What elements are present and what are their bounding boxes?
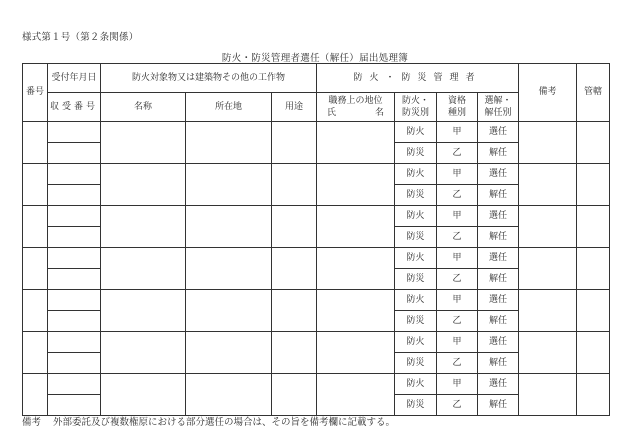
cell-class-b-mark: 乙 [437, 353, 478, 374]
record-row-top [23, 374, 610, 395]
cell-class-b-mark: 乙 [437, 395, 478, 416]
header-number: 番号 [23, 64, 48, 122]
record-row-top [23, 122, 610, 143]
cell-number[interactable] [23, 290, 48, 332]
cell-class-b-mark: 乙 [437, 311, 478, 332]
cell-fire-mark: 防火 [395, 332, 437, 353]
cell-use[interactable] [272, 332, 317, 374]
footnote-label: 備考 [22, 417, 42, 428]
cell-number[interactable] [23, 248, 48, 290]
cell-fire-mark: 防火 [395, 290, 437, 311]
cell-receipt-number[interactable] [48, 227, 101, 248]
cell-received-date[interactable] [48, 164, 101, 185]
cell-remarks[interactable] [519, 122, 577, 164]
cell-position-name[interactable] [317, 164, 395, 206]
cell-jurisdiction[interactable] [577, 122, 610, 164]
cell-disaster-mark: 防災 [395, 143, 437, 164]
cell-receipt-number[interactable] [48, 395, 101, 416]
record-row-top [23, 248, 610, 269]
cell-name[interactable] [101, 248, 186, 290]
footnote-text: 外部委託及び複数権原における部分選任の場合は、その旨を備考欄に記載する。 [53, 417, 396, 428]
cell-receipt-number[interactable] [48, 353, 101, 374]
cell-use[interactable] [272, 248, 317, 290]
cell-received-date[interactable] [48, 248, 101, 269]
cell-remarks[interactable] [519, 374, 577, 416]
cell-position-name[interactable] [317, 332, 395, 374]
cell-appoint-mark: 選任 [478, 374, 519, 395]
cell-name[interactable] [101, 206, 186, 248]
cell-class-a-mark: 甲 [437, 332, 478, 353]
cell-remarks[interactable] [519, 248, 577, 290]
cell-disaster-mark: 防災 [395, 185, 437, 206]
cell-use[interactable] [272, 290, 317, 332]
cell-location[interactable] [186, 248, 272, 290]
cell-receipt-number[interactable] [48, 269, 101, 290]
header-received-date: 受付年月日 [48, 64, 101, 93]
cell-appoint-mark: 選任 [478, 332, 519, 353]
cell-number[interactable] [23, 122, 48, 164]
cell-number[interactable] [23, 374, 48, 416]
header-position-name: 職務上の地位 氏 名 [317, 93, 395, 122]
cell-jurisdiction[interactable] [577, 290, 610, 332]
cell-disaster-mark: 防災 [395, 311, 437, 332]
document-title: 防火・防災管理者選任（解任）届出処理簿 [221, 53, 409, 64]
cell-class-b-mark: 乙 [437, 227, 478, 248]
cell-class-a-mark: 甲 [437, 290, 478, 311]
cell-jurisdiction[interactable] [577, 332, 610, 374]
cell-disaster-mark: 防災 [395, 395, 437, 416]
header-use: 用途 [272, 93, 317, 122]
cell-receipt-number[interactable] [48, 311, 101, 332]
cell-name[interactable] [101, 122, 186, 164]
cell-location[interactable] [186, 290, 272, 332]
cell-appoint-mark: 選任 [478, 248, 519, 269]
cell-location[interactable] [186, 122, 272, 164]
cell-dismiss-mark: 解任 [478, 269, 519, 290]
cell-receipt-number[interactable] [48, 185, 101, 206]
cell-class-a-mark: 甲 [437, 206, 478, 227]
cell-position-name[interactable] [317, 122, 395, 164]
cell-fire-mark: 防火 [395, 248, 437, 269]
cell-remarks[interactable] [519, 332, 577, 374]
cell-number[interactable] [23, 332, 48, 374]
record-row-top [23, 332, 610, 353]
cell-appoint-mark: 選任 [478, 164, 519, 185]
header-appointment-type: 選解・ 解任別 [478, 93, 519, 122]
record-row-top [23, 290, 610, 311]
cell-appoint-mark: 選任 [478, 122, 519, 143]
header-manager-group: 防火・防災管理者 [317, 64, 519, 93]
cell-remarks[interactable] [519, 206, 577, 248]
cell-name[interactable] [101, 290, 186, 332]
form-number-label: 様式第１号（第２条関係） [22, 32, 139, 43]
header-jurisdiction: 管轄 [577, 64, 610, 122]
cell-jurisdiction[interactable] [577, 164, 610, 206]
record-row-top [23, 206, 610, 227]
cell-class-a-mark: 甲 [437, 164, 478, 185]
cell-position-name[interactable] [317, 248, 395, 290]
cell-name[interactable] [101, 164, 186, 206]
cell-use[interactable] [272, 206, 317, 248]
cell-remarks[interactable] [519, 290, 577, 332]
header-qualification-type: 資格 種別 [437, 93, 478, 122]
cell-location[interactable] [186, 332, 272, 374]
cell-dismiss-mark: 解任 [478, 353, 519, 374]
cell-number[interactable] [23, 206, 48, 248]
cell-use[interactable] [272, 122, 317, 164]
cell-class-b-mark: 乙 [437, 269, 478, 290]
cell-received-date[interactable] [48, 206, 101, 227]
cell-location[interactable] [186, 164, 272, 206]
cell-jurisdiction[interactable] [577, 206, 610, 248]
cell-jurisdiction[interactable] [577, 248, 610, 290]
cell-receipt-number[interactable] [48, 143, 101, 164]
cell-name[interactable] [101, 374, 186, 416]
header-receipt-number: 収受番号 [48, 93, 101, 122]
cell-class-b-mark: 乙 [437, 143, 478, 164]
cell-name[interactable] [101, 332, 186, 374]
registry-table [22, 63, 610, 416]
header-name: 名称 [101, 93, 186, 122]
cell-position-name[interactable] [317, 290, 395, 332]
cell-position-name[interactable] [317, 206, 395, 248]
cell-fire-mark: 防火 [395, 164, 437, 185]
cell-class-a-mark: 甲 [437, 374, 478, 395]
record-row-top [23, 164, 610, 185]
header-target-group: 防火対象物又は建築物その他の工作物 [101, 64, 317, 93]
cell-dismiss-mark: 解任 [478, 143, 519, 164]
cell-disaster-mark: 防災 [395, 227, 437, 248]
footnote [22, 414, 395, 428]
cell-class-b-mark: 乙 [437, 185, 478, 206]
cell-use[interactable] [272, 164, 317, 206]
cell-position-name[interactable] [317, 374, 395, 416]
cell-received-date[interactable] [48, 332, 101, 353]
cell-use[interactable] [272, 374, 317, 416]
cell-location[interactable] [186, 206, 272, 248]
cell-received-date[interactable] [48, 290, 101, 311]
cell-class-a-mark: 甲 [437, 122, 478, 143]
cell-fire-mark: 防火 [395, 206, 437, 227]
header-remarks: 備考 [519, 64, 577, 122]
cell-dismiss-mark: 解任 [478, 185, 519, 206]
cell-remarks[interactable] [519, 164, 577, 206]
header-location: 所在地 [186, 93, 272, 122]
header-fire-disaster-type: 防火・ 防災別 [395, 93, 437, 122]
cell-location[interactable] [186, 374, 272, 416]
cell-received-date[interactable] [48, 374, 101, 395]
cell-appoint-mark: 選任 [478, 290, 519, 311]
cell-jurisdiction[interactable] [577, 374, 610, 416]
cell-fire-mark: 防火 [395, 374, 437, 395]
cell-dismiss-mark: 解任 [478, 395, 519, 416]
cell-dismiss-mark: 解任 [478, 227, 519, 248]
cell-class-a-mark: 甲 [437, 248, 478, 269]
cell-disaster-mark: 防災 [395, 269, 437, 290]
cell-appoint-mark: 選任 [478, 206, 519, 227]
cell-dismiss-mark: 解任 [478, 311, 519, 332]
cell-received-date[interactable] [48, 122, 101, 143]
cell-disaster-mark: 防災 [395, 353, 437, 374]
cell-number[interactable] [23, 164, 48, 206]
cell-fire-mark: 防火 [395, 122, 437, 143]
